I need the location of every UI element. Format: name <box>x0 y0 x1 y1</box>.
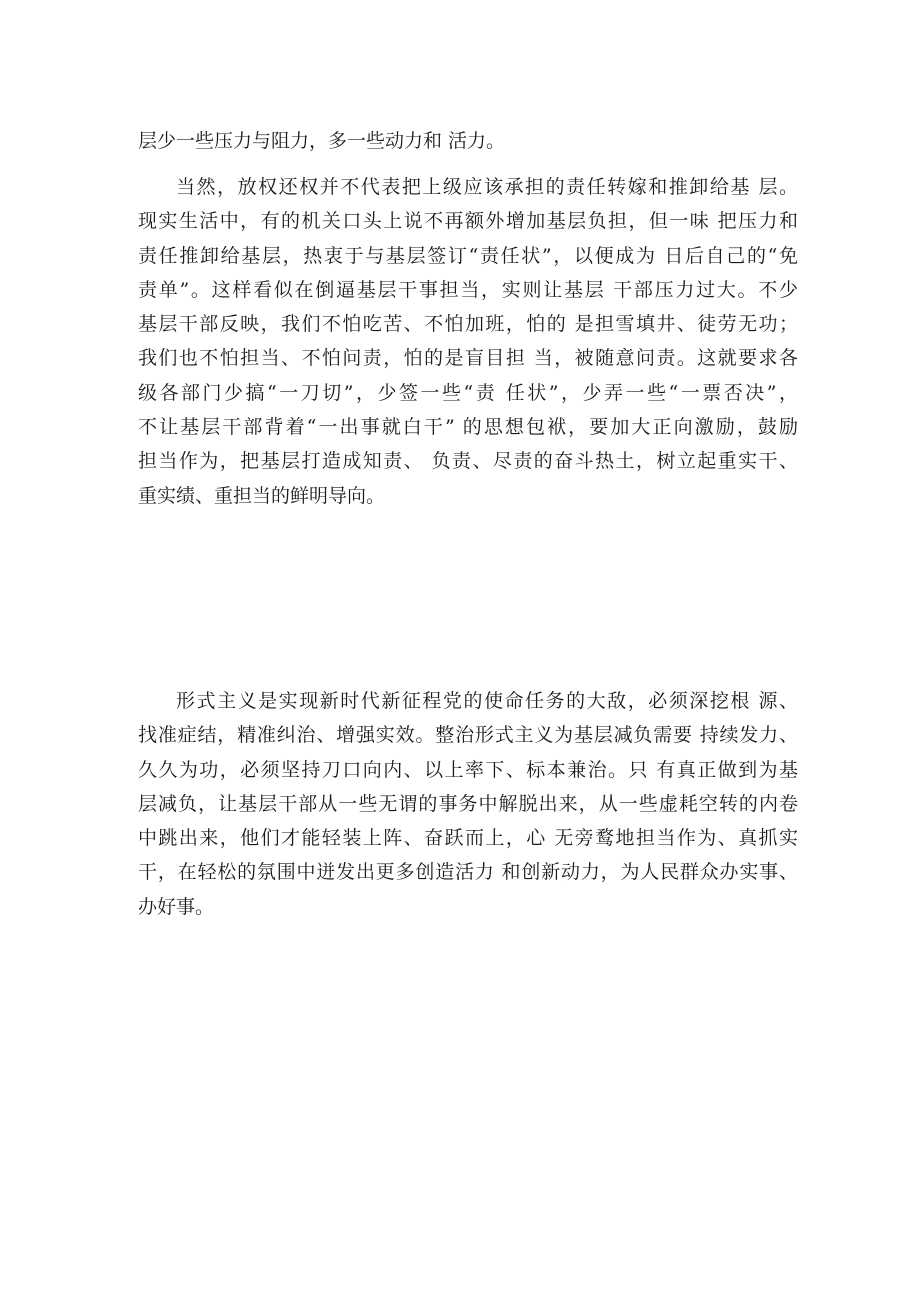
paragraph-1 <box>138 124 798 158</box>
text-line: 担当作为，把基层打造成知责、 负责、尽责的奋斗热土，树立起重实干、 <box>138 450 798 473</box>
paragraph-2 <box>138 170 798 513</box>
text-line: 级各部门少搞“一刀切”，少签一些“责 任状”，少弄一些“一票否决”， <box>138 381 798 404</box>
text-line: 我们也不怕担当、不怕问责，怕的是盲目担 当，被随意问责。这就要求各 <box>138 347 798 370</box>
text-line: 中跳出来，他们才能轻装上阵、奋跃而上，心 无旁鹜地担当作为、真抓实 <box>138 827 798 850</box>
text-line: 责任推卸给基层，热衷于与基层签订“责任状”，以便成为 日后自己的“免 <box>138 244 798 267</box>
text-line: 找准症结，精准纠治、增强实效。整治形式主义为基层减负需要 持续发力、 <box>138 724 798 747</box>
text-line: 办好事。 <box>138 895 215 918</box>
text-line: 现实生活中，有的机关口头上说不再额外增加基层负担，但一味 把压力和 <box>138 210 798 233</box>
text-line: 久久为功，必须坚持刀口向内、以上率下、标本兼治。只 有真正做到为基 <box>138 758 798 781</box>
text-line: 重实绩、重担当的鲜明导向。 <box>138 484 386 507</box>
text-line: 当然，放权还权并不代表把上级应该承担的责任转嫁和推卸给基 层。 <box>176 176 798 198</box>
text-line: 层减负，让基层干部从一些无谓的事务中解脱出来，从一些虚耗空转的内卷 <box>138 792 798 815</box>
text-line: 基层干部反映，我们不怕吃苦、不怕加班，怕的 是担雪填井、徒劳无功； <box>138 313 798 336</box>
text-line: 责单”。这样看似在倒逼基层干事担当，实则让基层 干部压力过大。不少 <box>138 278 798 301</box>
text-line: 不让基层干部背着“一出事就白干” 的思想包袱，要加大正向激励，鼓励 <box>138 416 798 439</box>
text-line: 层少一些压力与阻力，多一些动力和 活力。 <box>138 130 506 152</box>
text-line: 干，在轻松的氛围中迸发出更多创造活力 和创新动力，为人民群众办实事、 <box>138 861 798 884</box>
text-line: 形式主义是实现新时代新征程党的使命任务的大敌，必须深挖根 源、 <box>176 690 798 712</box>
paragraph-3 <box>138 684 798 924</box>
